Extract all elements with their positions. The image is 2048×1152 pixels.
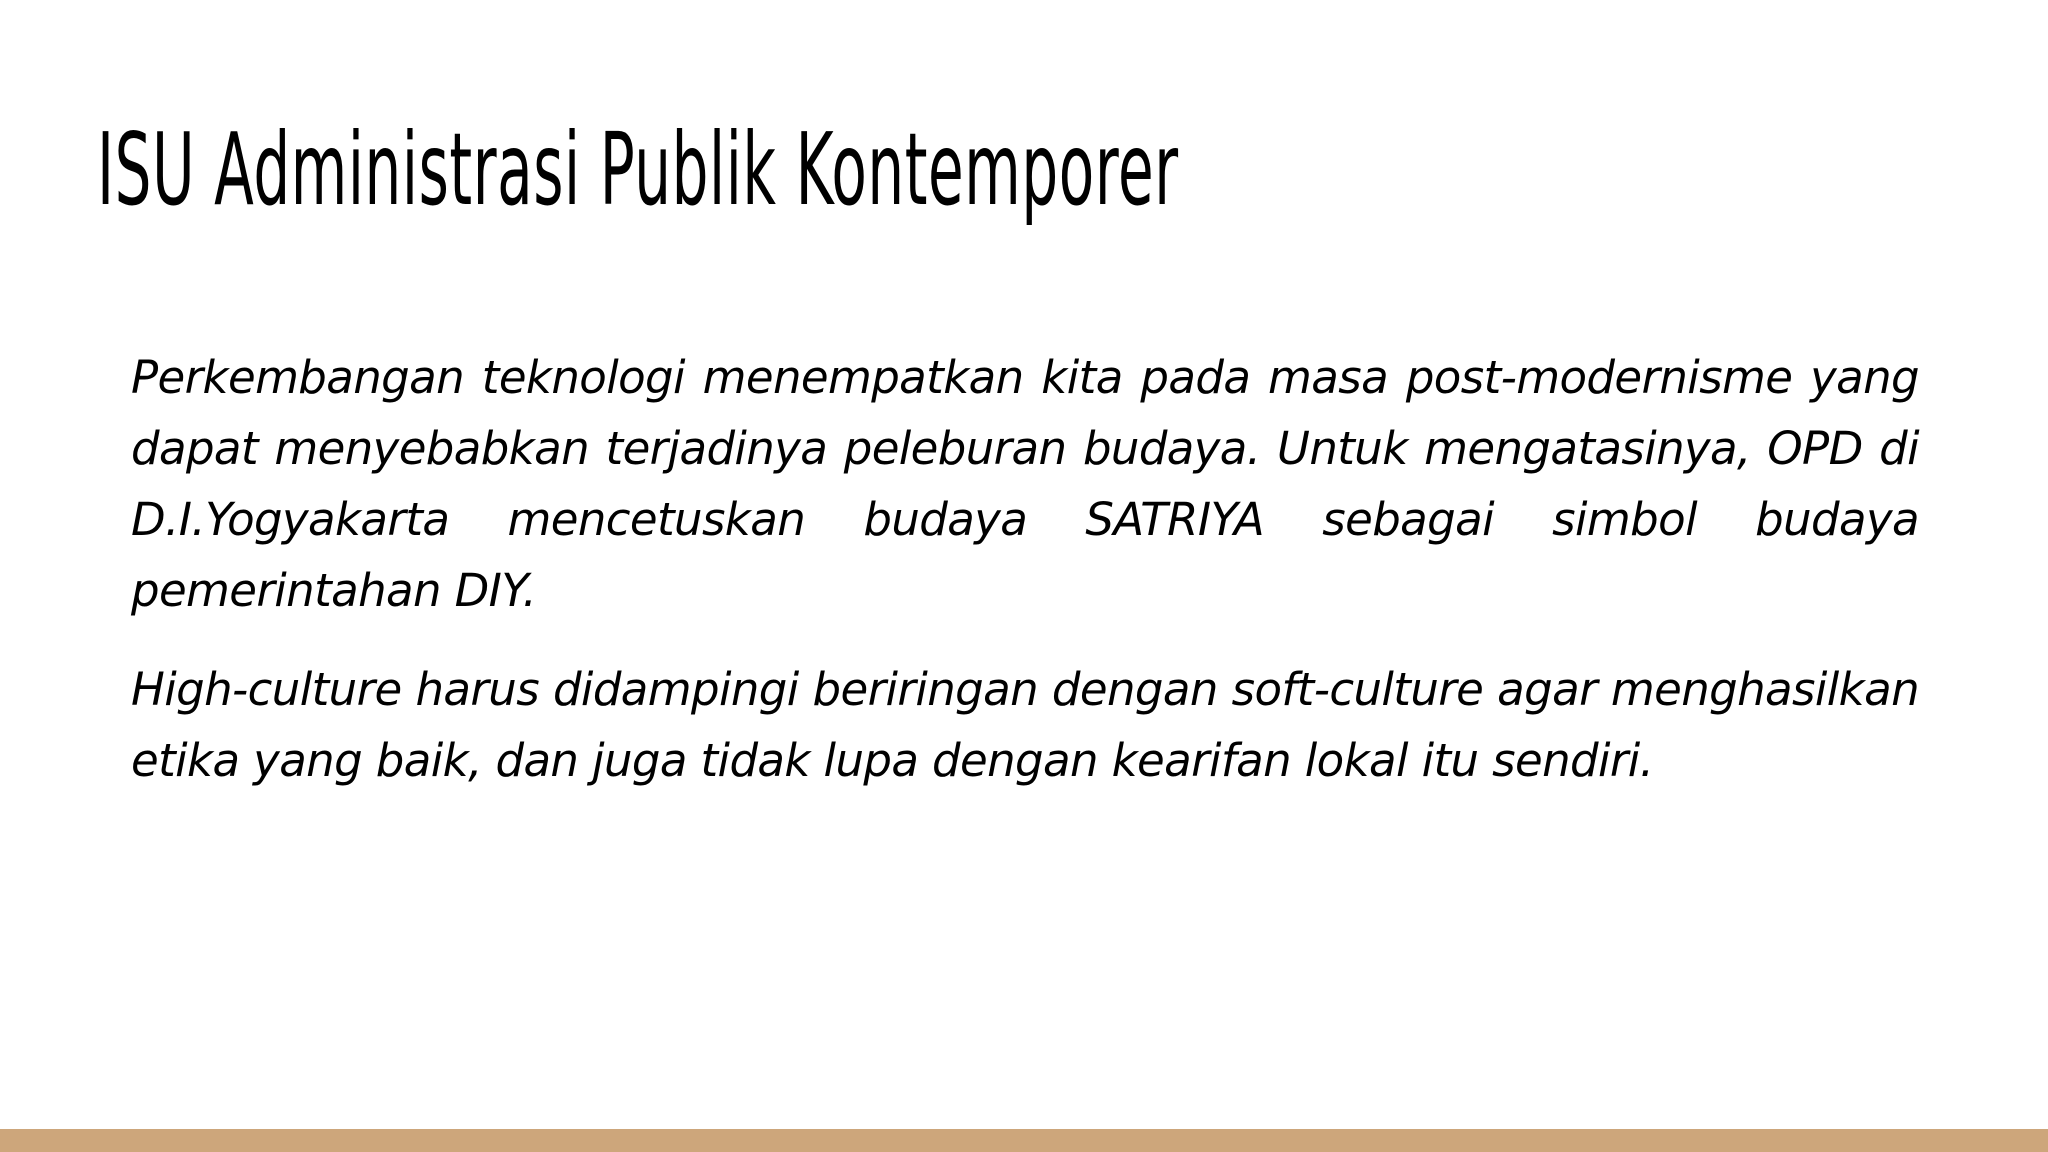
body-paragraph-1: Perkembangan teknologi menempatkan kita pada masa post-modernisme yang dapat menyebabkan terjadinya peleburan budaya. Untuk mengatasinya, OPD di D.I.Yogyakarta mencetuskan budaya SATRIYA sebagai simbol budaya pemerintahan DIY. [131, 351, 1919, 617]
bottom-accent-bar [0, 1129, 2048, 1152]
body-paragraph-2: High-culture harus didampingi beriringan dengan soft-culture agar menghasilkan etika yang baik, dan juga tidak lupa dengan kearifan lokal itu sendiri. [131, 663, 1919, 787]
slide-body [131, 342, 1919, 824]
slide-title: ISU Administrasi Publik Kontemporer [97, 111, 1179, 228]
